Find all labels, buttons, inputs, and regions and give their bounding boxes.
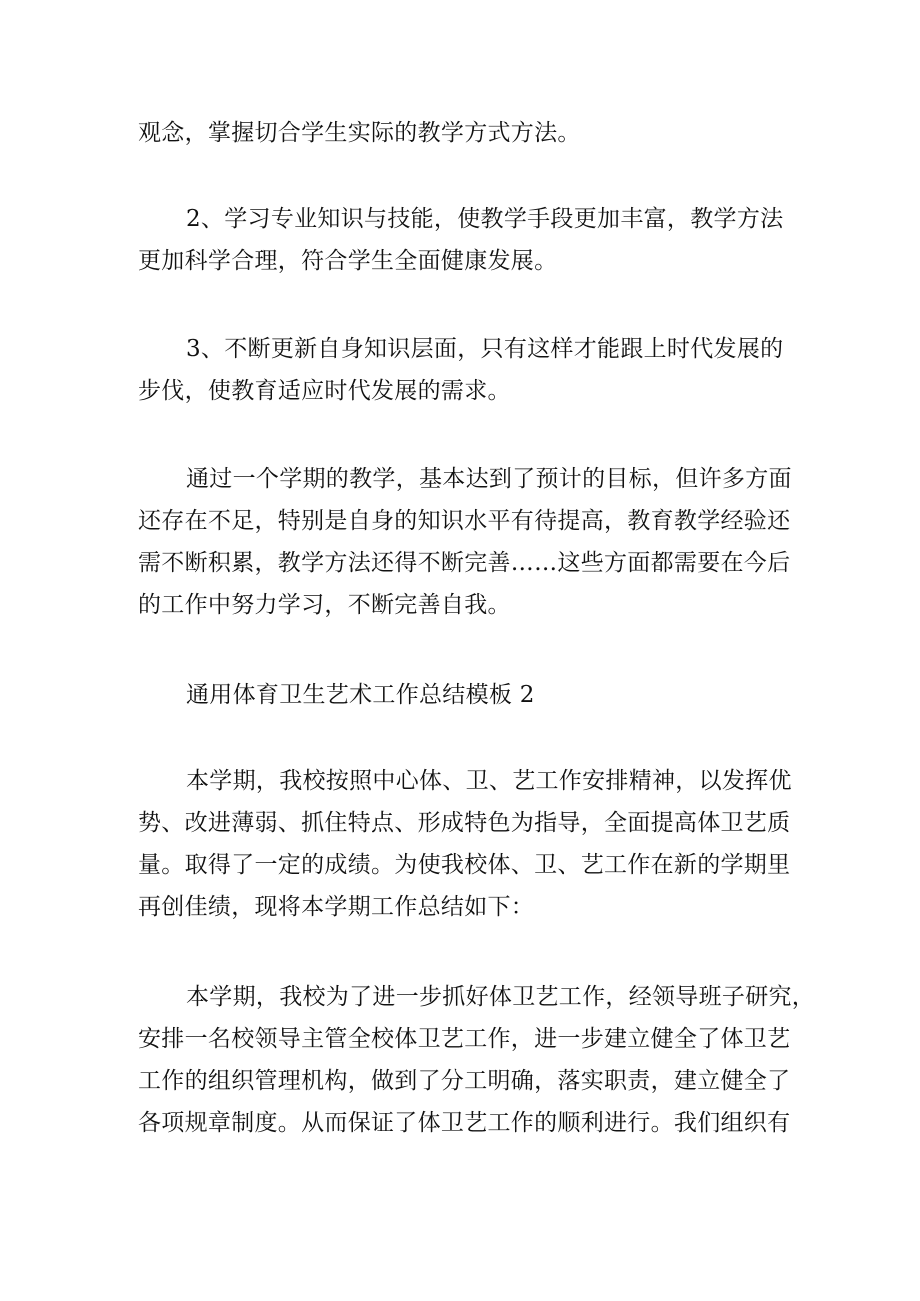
text-line: 量。取得了一定的成绩。为使我校体、卫、艺工作在新的学期里 xyxy=(138,852,791,878)
paragraph-semester-intro xyxy=(138,760,792,928)
heading-text: 通用体育卫生艺术工作总结模板 2 xyxy=(186,682,535,708)
text-line: 3、不断更新自身知识层面，只有这样才能跟上时代发展的 xyxy=(186,336,784,362)
paragraph-item-2 xyxy=(138,198,784,282)
text-line: 通过一个学期的教学，基本达到了预计的目标，但许多方面 xyxy=(186,466,792,492)
text-line: 需不断积累，教学方法还得不断完善……这些方面都需要在今后 xyxy=(138,550,791,576)
text-line: 更加科学合理，符合学生全面健康发展。 xyxy=(138,248,558,274)
text-line: 2、学习专业知识与技能，使教学手段更加丰富，教学方法 xyxy=(186,206,784,232)
text-line: 的工作中努力学习，不断完善自我。 xyxy=(138,592,511,618)
text-line: 安排一名校领导主管全校体卫艺工作，进一步建立健全了体卫艺 xyxy=(138,1026,791,1052)
text-line: 本学期，我校为了进一步抓好体卫艺工作，经领导班子研究， xyxy=(186,984,816,1010)
text-line: 各项规章制度。从而保证了体卫艺工作的顺利进行。我们组织有 xyxy=(138,1110,791,1136)
text-line: 工作的组织管理机构，做到了分工明确，落实职责，建立健全了 xyxy=(138,1068,791,1094)
text-line: 再创佳绩，现将本学期工作总结如下： xyxy=(138,894,535,920)
paragraph-item-3 xyxy=(138,328,784,412)
paragraph-organization xyxy=(138,976,816,1144)
text-line: 步伐，使教育适应时代发展的需求。 xyxy=(138,378,511,404)
text-line: 本学期，我校按照中心体、卫、艺工作安排精神，以发挥优 xyxy=(186,768,792,794)
paragraph-semester-reflection xyxy=(138,458,792,626)
text-line: 还存在不足，特别是自身的知识水平有待提高，教育教学经验还 xyxy=(138,508,791,534)
text-line: 势、改进薄弱、抓住特点、形成特色为指导，全面提高体卫艺质 xyxy=(138,810,791,836)
section-heading xyxy=(138,674,784,716)
paragraph-teaching-methods-end xyxy=(138,112,784,154)
text-line: 观念，掌握切合学生实际的教学方式方法。 xyxy=(138,120,581,146)
